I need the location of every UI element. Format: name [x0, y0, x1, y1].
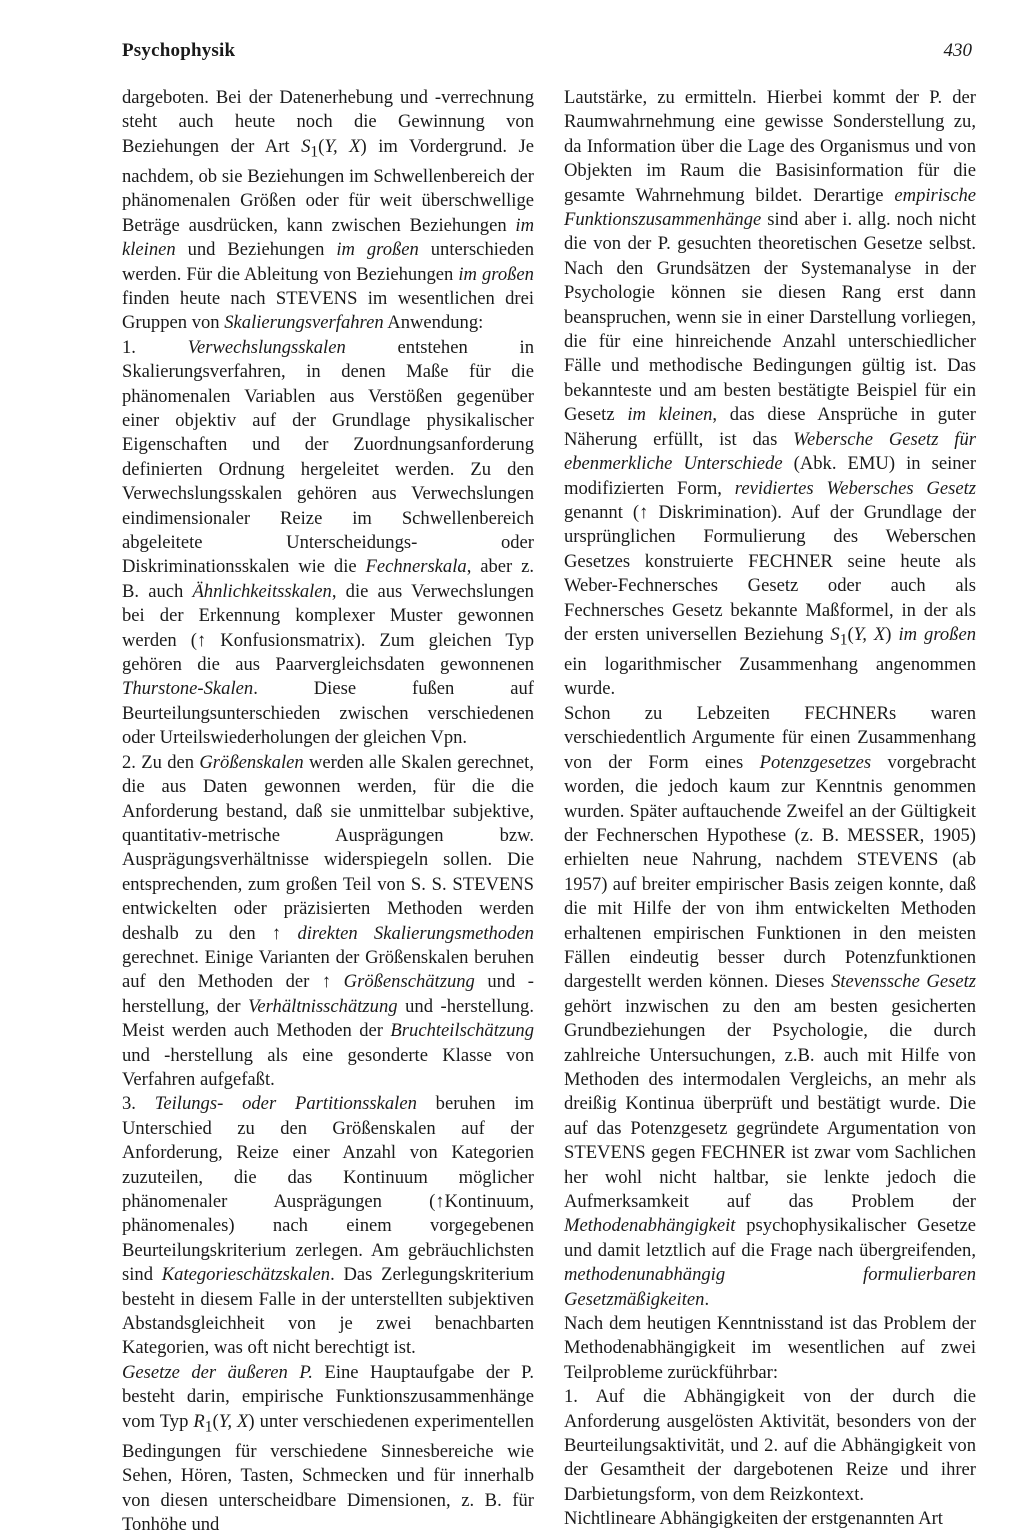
- paragraph: 1. Verwechslungsskalen entstehen in Skalierungsverfahren, in denen Maße für die phänomenalen Variablen aus Verstößen gegenüber einer objektiv auf der Grundlage physikalischer Eigenschaften und der Zuordnungsanforderung definierten Ordnung hergeleitet werden. Zu den Verwechslungsskalen gehören aus Verwechslungen eindimensionaler Reize im Schwellenbereich abgeleitete Unterscheidungs- oder Diskriminationsskalen wie die Fechnerskala, aber z. B. auch Ähnlichkeitsskalen, die aus Verwechslungen bei der Erkennung komplexer Muster gewonnen werden (↑ Konfusionsmatrix). Zum gleichen Typ gehören die aus Paarvergleichsdaten gewonnenen Thurstone-Skalen. Diese fußen auf Beurteilungsunterschieden zwischen verschiedenen oder Urteilswiederholungen der gleichen Vpn.: [122, 336, 535, 749]
- paragraph: Lautstärke, zu ermitteln. Hierbei kommt der P. der Raumwahrnehmung eine gewisse Sonderstellung zu, da Information über die Lage des Organismus und von Objekten im Raum die Basisinformation für die gesamte Wahrnehmung bildet. Derartige empirische Funktionszusammenhänge sind aber i. allg. noch nicht die von der P. gesuchten theoretischen Gesetze selbst. Nach den Grundsätzen der Systemanalyse in der Psychologie können sie diesen Rang erst dann beanspruchen, wenn sie in einer Darstellung vorliegen, die für eine hinreichende Anzahl unterschiedlicher Fälle und methodische Bedingungen gültig ist. Das bekannteste und am besten bestätigte Beispiel für ein Gesetz im kleinen, das diese Ansprüche in guter Näherung erfüllt, ist das Webersche Gesetz für ebenmerkliche Unterschiede (Abk. EMU) in seiner modifizierten Form, revidiertes Webersches Gesetz genannt (↑ Diskrimination). Auf der Grundlage der ursprünglichen Formulierung des Weberschen Gesetzes konstruierte FECHNER seine heute als Weber-Fechnersches Gesetz oder auch als Fechnersches Gesetz bekannte Maßformel, in der als der ersten universellen Beziehung $S_1(Y$, X) im großen ein logarithmischer Zusammenhang angenommen wurde.: [564, 87, 977, 700]
- paragraph: Nichtlineare Abhängigkeiten der erstgenannten Art: [564, 1508, 943, 1530]
- paragraph: Gesetze der äußeren P. Eine Hauptaufgabe der P. besteht darin, empirische Funktionszusammenhänge vom Typ $R_1(Y$, X) unter verschiedenen experimentellen Bedingungen für verschiedene Sinnesbereiche wie Sehen, Hören, Tasten, Schmecken und für innerhalb von diesen unterscheidbare Dimensionen, z. B. für Tonhöhe und: [122, 1361, 534, 1535]
- page-header-title: Psychophysik: [122, 40, 236, 61]
- page-number: 430: [943, 40, 972, 61]
- paragraph: 1. Auf die Abhängigkeit von der durch die Anforderung ausgelösten Aktivität, besonders von der Beurteilungsaktivität, und 2. auf die Abhängigkeit von der Gesamtheit der dargebotenen Reize und ihrer Darbietungsform, von dem Reizkontext.: [564, 1386, 976, 1505]
- paragraph: 3. Teilungs- oder Partitionsskalen beruhen im Unterschied zu den Größenskalen auf der Anforderung, Reize einer Anzahl von Kategorien zuzuteilen, die das Kontinuum möglicher phänomenaler Ausprägungen (↑Kontinuum, phänomenales) nach einem vorgegebenen Beurteilungskriterium zerlegen. Am gebräuchlichsten sind Kategorieschätzskalen. Das Zerlegungskriterium besteht in diesem Falle in der unterstellten subjektiven Abstandsgleichheit von je zwei benachbarten Kategorien, was oft nicht berechtigt ist.: [122, 1093, 534, 1359]
- left-column: [122, 86, 534, 1537]
- right-column: [564, 86, 976, 1532]
- paragraph: Schon zu Lebzeiten FECHNERs waren verschiedentlich Argumente für einen Zusammenhang von der Form eines Potenzgesetzes vorgebracht worden, die jedoch kaum zur Kenntnis genommen wurden. Später auftauchende Zweifel an der Gültigkeit der Fechnerschen Hypothese (z. B. MESSER, 1905) erhielten neue Nahrung, nachdem STEVENS (ab 1957) auf breiter empirischer Basis zeigen konnte, daß die mit Hilfe der von ihm entwickelten Methoden erhaltenen empirischen Funktionen in den meisten Fällen eindeutig besser durch Potenzfunktionen dargestellt werden können. Dieses Stevenssche Gesetz gehört inzwischen zu den am besten gesicherten Grundbeziehungen der Psychologie, die durch zahlreiche Untersuchungen, z.B. auch mit Hilfe von Methoden des intermodalen Vergleichs, an mehr als dreißig Kontinua überprüft und bestätigt wurde. Die auf das Potenzgesetz gegründete Argumentation von STEVENS gegen FECHNER ist zwar vom Sachlichen her wohl nicht haltbar, sie lenkte jedoch die Aufmerksamkeit auf das Problem der Methodenabhängigkeit psychophysikalischer Gesetze und damit letztlich auf die Frage nach übergreifenden, methodenunabhängig formulierbaren Gesetzmäßigkeiten.: [564, 702, 976, 1310]
- running-header: [122, 40, 972, 68]
- paragraph: Nach dem heutigen Kenntnisstand ist das Problem der Methodenabhängigkeit im wesentlichen auf zwei Teilprobleme zurückführbar:: [564, 1313, 976, 1383]
- paragraph: dargeboten. Bei der Datenerhebung und -verrechnung steht auch heute noch die Gewinnung von Beziehungen der Art $S_1(Y$, X) im Vordergrund. Je nachdem, ob sie Beziehungen im Schwellenbereich der phänomenalen Größen oder für weit überschwellige Beträge ausdrücken, kann zwischen Beziehungen im kleinen und Beziehungen im großen unterschieden werden. Für die Ableitung von Beziehungen im großen finden heute nach STEVENS im wesentlichen drei Gruppen von Skalierungsverfahren Anwendung:: [122, 87, 535, 334]
- paragraph: 2. Zu den Größenskalen werden alle Skalen gerechnet, die aus Daten gewonnen werden, für die die Anforderung bestand, daß sie unmittelbar subjektive, quantitativ-metrische Ausprägungen bzw. Ausprägungsverhältnisse widerspiegeln sollen. Die entsprechenden, zum großen Teil von S. S. STEVENS entwickelten oder präzisierten Methoden werden deshalb zu den ↑ direkten Skalierungsmethoden gerechnet. Einige Varianten der Größenskalen beruhen auf den Methoden der ↑ Größenschätzung und -herstellung, der Verhältnisschätzung und -herstellung. Meist werden auch Methoden der Bruchteilschätzung und -herstellung als eine gesonderte Klasse von Verfahren aufgefaßt.: [122, 751, 534, 1090]
